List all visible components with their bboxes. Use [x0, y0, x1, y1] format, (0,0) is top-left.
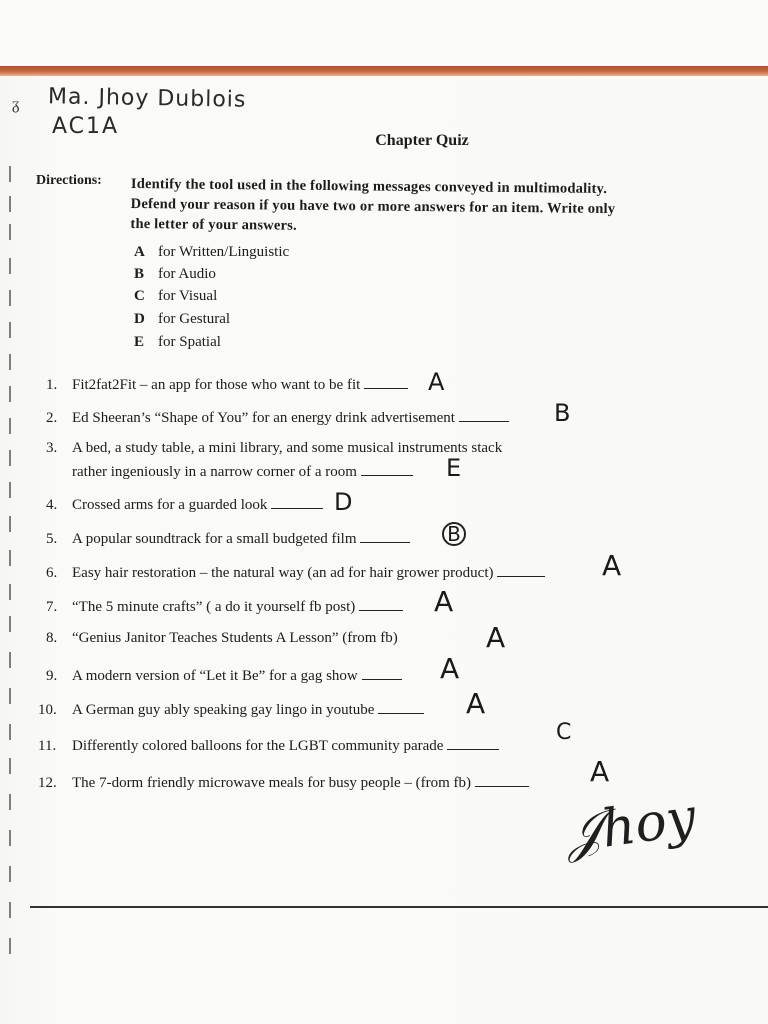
- question-item: 2. Ed Sheeran’s “Shape of You” for an energy drink advertisement: [46, 405, 509, 429]
- handwritten-answer: A: [440, 652, 460, 685]
- quiz-title: Chapter Quiz: [375, 132, 469, 149]
- answer-blank[interactable]: [359, 594, 403, 611]
- handwritten-answer: A: [486, 621, 506, 654]
- legend-item: A for Written/Linguistic: [134, 244, 290, 260]
- handwritten-answer: A: [434, 585, 454, 618]
- question-item: 5. A popular soundtrack for a small budgeted film: [46, 526, 410, 550]
- handwritten-answer: A: [466, 687, 486, 720]
- handwritten-answer: A: [590, 755, 610, 788]
- legend-item: B for Audio: [134, 266, 216, 282]
- answer-blank[interactable]: [475, 770, 529, 787]
- legend-item: D for Gestural: [134, 311, 231, 327]
- answer-blank[interactable]: [271, 492, 323, 509]
- answer-blank[interactable]: [362, 663, 402, 680]
- question-item: 8. “Genius Janitor Teaches Students A Lesson” (from fb): [46, 630, 398, 646]
- handwritten-answer: C: [556, 720, 572, 745]
- margin-ticks: [9, 96, 15, 976]
- question-item: 4. Crossed arms for a guarded look: [46, 492, 323, 516]
- student-signature: 𝒥hoy: [562, 787, 700, 865]
- directions-label: Directions:: [36, 173, 102, 188]
- answer-blank[interactable]: [497, 560, 545, 577]
- legend-item: E for Spatial: [134, 334, 221, 350]
- question-item-continuation: rather ingeniously in a narrow corner of a room: [72, 459, 413, 483]
- student-name: Ma. Jhoy Dublois: [47, 84, 247, 113]
- legend-item: C for Visual: [134, 288, 218, 304]
- answer-blank[interactable]: [378, 697, 424, 714]
- question-item: 10. A German guy ably speaking gay lingo in youtube: [38, 697, 424, 721]
- margin-doodle-icon: ᵹ: [12, 96, 20, 113]
- page-bottom-rule: [30, 906, 768, 908]
- directions-text: Identify the tool used in the following messages conveyed in multimodality. Defend your reason if you have two or more answers for an item. Write only the letter of your answers.: [130, 175, 616, 234]
- handwritten-answer: B: [554, 399, 571, 427]
- student-section: AC1A: [52, 114, 120, 139]
- answer-blank[interactable]: [447, 733, 499, 750]
- handwritten-answer: B: [442, 522, 466, 546]
- answer-blank[interactable]: [360, 526, 410, 543]
- question-item: 12. The 7-dorm friendly microwave meals for busy people – (from fb): [38, 770, 529, 794]
- answer-blank[interactable]: [459, 405, 509, 422]
- question-item: 3. A bed, a study table, a mini library, and some musical instruments stack: [46, 440, 503, 456]
- question-item: 6. Easy hair restoration – the natural way (an ad for hair grower product): [46, 560, 545, 584]
- question-item: 7. “The 5 minute crafts” ( a do it yourself fb post): [46, 594, 403, 618]
- question-item: 9. A modern version of “Let it Be” for a gag show: [46, 663, 402, 687]
- question-item: 11. Differently colored balloons for the LGBT community parade: [38, 733, 499, 757]
- handwritten-answer: D: [334, 488, 353, 516]
- handwritten-answer: A: [602, 549, 622, 582]
- answer-blank[interactable]: [361, 459, 413, 476]
- question-item: 1. Fit2fat2Fit – an app for those who want to be fit: [46, 372, 408, 396]
- handwritten-answer: A: [428, 368, 445, 396]
- answer-blank[interactable]: [364, 372, 408, 389]
- handwritten-answer: E: [446, 454, 462, 482]
